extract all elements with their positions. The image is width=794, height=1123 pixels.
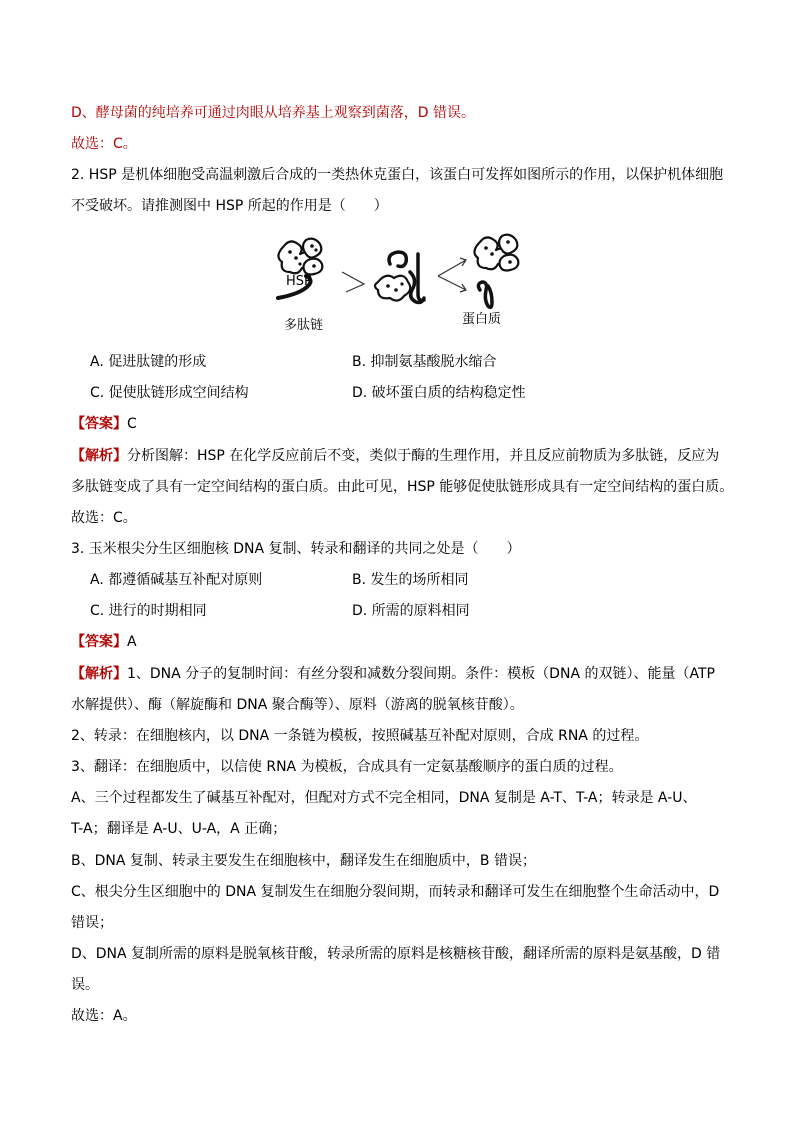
q3-option-d-explanation-2: 误。 [71,977,99,993]
q3-option-d-explanation-1: D、DNA 复制所需的原料是脱氧核苷酸，转录所需的原料是核糖核苷酸，翻译所需的原料是氨基酸，D 错 [71,946,721,962]
q3-option-a-explanation-2: T-A；翻译是 A-U、U-A，A 正确； [71,821,287,837]
q2-option-c: C. 促使肽链形成空间结构 [90,385,249,401]
q3-answer [71,632,137,652]
q3-option-c-explanation-2: 错误； [71,915,113,931]
folded-protein-shape [478,282,492,307]
prev-option-d-explanation: D、酵母菌的纯培养可通过肉眼从培养基上观察到菌落，D 错误。 [71,105,476,121]
q3-option-b: B. 发生的场所相同 [352,572,469,588]
q3-analysis-line-3: 2、转录：在细胞核内，以 DNA 一条链为模板，按照碱基互补配对原则，合成 RNA 的过程。 [71,728,649,744]
q2-analysis-line-2: 多肽链变成了具有一定空间结构的蛋白质。由此可见，HSP 能够促使肽链形成具有一定空间结构的蛋白质。 [71,479,734,495]
q3-answer-value: A [127,634,137,650]
q2-option-d: D. 破坏蛋白质的结构稳定性 [352,385,526,401]
q3-option-c: C. 进行的时期相同 [90,603,207,619]
arrow-in-shape [342,272,364,292]
q2-answer-tag: 【答案】 [71,416,127,432]
label-hsp: HSP [286,274,312,289]
q3-option-d: D. 所需的原料相同 [352,603,470,619]
arrow-out-top-shape [438,258,466,276]
q2-analysis-text-1: 分析图解：HSP 在化学反应前后不变，类似于酶的生理作用，并且反应前物质为多肽链，反应为 [127,448,720,464]
q3-stem: 3. 玉米根尖分生区细胞核 DNA 复制、转录和翻译的共同之处是（ ） [71,541,521,557]
q3-analysis-line-2: 水解提供）、酶（解旋酶和 DNA 聚合酶等）、原料（游离的脱氧核苷酸）。 [71,697,524,713]
q3-analysis-text-1: 1、DNA 分子的复制时间：有丝分裂和减数分裂间期。条件：模板（DNA 的双链）、能量（ATP [127,666,715,682]
q2-analysis-tag: 【解析】 [71,448,127,464]
q3-answer-tag: 【答案】 [71,634,127,650]
q3-option-a: A. 都遵循碱基互补配对原则 [90,572,263,588]
label-protein: 蛋白质 [462,312,502,327]
prev-answer-line: 故选：C。 [71,136,137,152]
arrow-out-bottom-shape [438,276,466,292]
q2-answer [71,414,137,434]
q2-answer-line: 故选：C。 [71,510,137,526]
q2-answer-value: C [127,416,137,432]
hsp-figure [270,232,530,342]
q2-option-a: A. 促进肽键的形成 [90,354,207,370]
q2-option-b: B. 抑制氨基酸脱水缩合 [352,354,497,370]
complex-shape [375,252,424,303]
q2-stem-line-2: 不受破坏。请推测图中 HSP 所起的作用是（ ） [71,198,388,214]
q3-option-a-explanation-1: A、三个过程都发生了碱基互补配对，但配对方式不完全相同，DNA 复制是 A-T、T-A；转录是 A-U、 [71,790,697,806]
q2-analysis-line-1 [71,446,719,466]
q2-stem-line-1: 2. HSP 是机体细胞受高温刺激后合成的一类热休克蛋白，该蛋白可发挥如图所示的作用，以保护机体细胞 [71,167,724,183]
q3-analysis-tag: 【解析】 [71,666,127,682]
hsp-released-shape [474,235,518,271]
q3-option-b-explanation: B、DNA 复制、转录主要发生在细胞核中，翻译发生在细胞质中，B 错误； [71,853,536,869]
q3-option-c-explanation-1: C、根尖分生区细胞中的 DNA 复制发生在细胞分裂间期，而转录和翻译可发生在细胞整个生命活动中，D [71,884,720,900]
q3-analysis-line-4: 3、翻译：在细胞质中，以信使 RNA 为模板，合成具有一定氨基酸顺序的蛋白质的过程。 [71,759,623,775]
q3-answer-line: 故选：A。 [71,1008,137,1024]
label-polypeptide-chain: 多肽链 [284,318,324,333]
hsp-molecule-shape [278,239,322,275]
q3-analysis-line-1 [71,664,715,684]
